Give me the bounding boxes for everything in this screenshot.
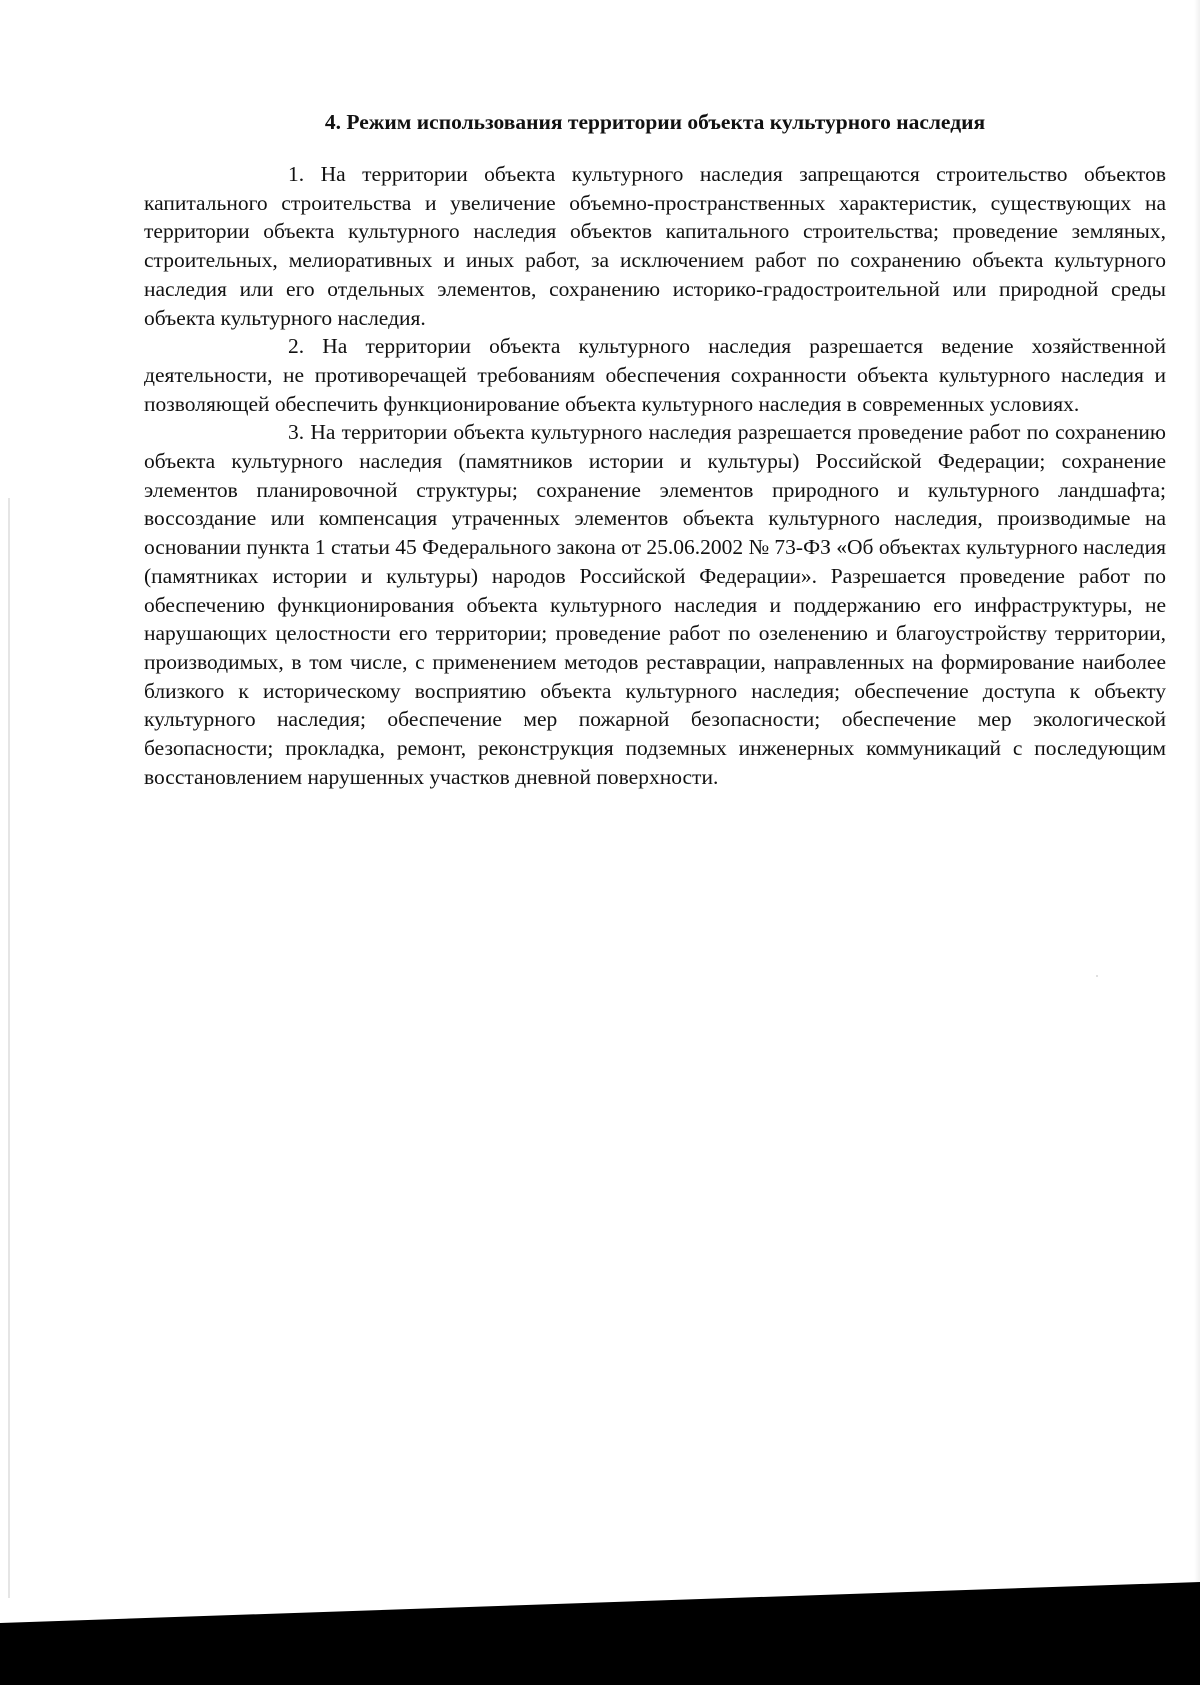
scan-right-shadow bbox=[1194, 0, 1200, 1685]
paragraph-1-text: На территории объекта культурного наследия запрещаются строительство объектов капитального строительства и увеличение объемно-пространственных характеристик, существующих на территории объекта культурного наследия объектов капитального строительства; проведение земляных, строительных, мелиоративных и иных работ, за исключением работ по сохранению объекта культурного наследия или его отдельных элементов, сохранению историко-градостроительной или природной среды объекта культурного наследия. bbox=[144, 162, 1167, 330]
document-title: 4. Режим использования территории объекта культурного наследия bbox=[324, 110, 986, 134]
paragraph-3-text: На территории объекта культурного наследия разрешается проведение работ по сохранению объекта культурного наследия (памятников истории и культуры) Российской Федерации; сохранение элементов планировочной структуры; сохранение элементов природного и культурного ландшафта; воссоздание или компенсация утраченных элементов объекта культурного наследия, производимые на основании пункта 1 статьи 45 Федерального закона от 25.06.2002 № 73-ФЗ «Об объектах культурного наследия (памятниках истории и культуры) народов Российской Федерации». Разрешается проведение работ по обеспечению функционирования объекта культурного наследия и поддержанию его инфраструктуры, не нарушающих целостности его территории; проведение работ по озеленению и благоустройству территории, производимых, в том числе, с применением методов реставрации, направленных на формирование наиболее близкого к историческому восприятию объекта культурного наследия; обеспечение доступа к объекту культурного наследия; обеспечение мер пожарной безопасности; обеспечение мер экологической безопасности; прокладка, ремонт, реконструкция подземных инженерных коммуникаций с последующим восстановлением нарушенных участков дневной поверхности. bbox=[144, 420, 1166, 789]
scan-left-edge-mark bbox=[8, 498, 10, 1598]
paragraph-2-text: На территории объекта культурного наследия разрешается ведение хозяйственной деятельности, не противоречащей требованиям обеспечения сохранности объекта культурного наследия и позволяющей обеспечить функционирование объекта культурного наследия в современных условиях. bbox=[144, 334, 1167, 416]
document-body bbox=[144, 108, 1166, 791]
paragraph-3 bbox=[144, 418, 1166, 791]
scan-bottom-border bbox=[0, 1623, 1200, 1685]
scan-speck bbox=[1096, 975, 1098, 977]
paragraph-2-number: 2. bbox=[288, 334, 305, 359]
paragraph-1-number: 1. bbox=[288, 162, 305, 186]
paragraph-1 bbox=[144, 160, 1166, 332]
paragraph-3-number: 3. bbox=[288, 420, 305, 445]
scan-bottom-wedge bbox=[0, 1582, 1200, 1623]
paragraph-2 bbox=[144, 332, 1166, 418]
